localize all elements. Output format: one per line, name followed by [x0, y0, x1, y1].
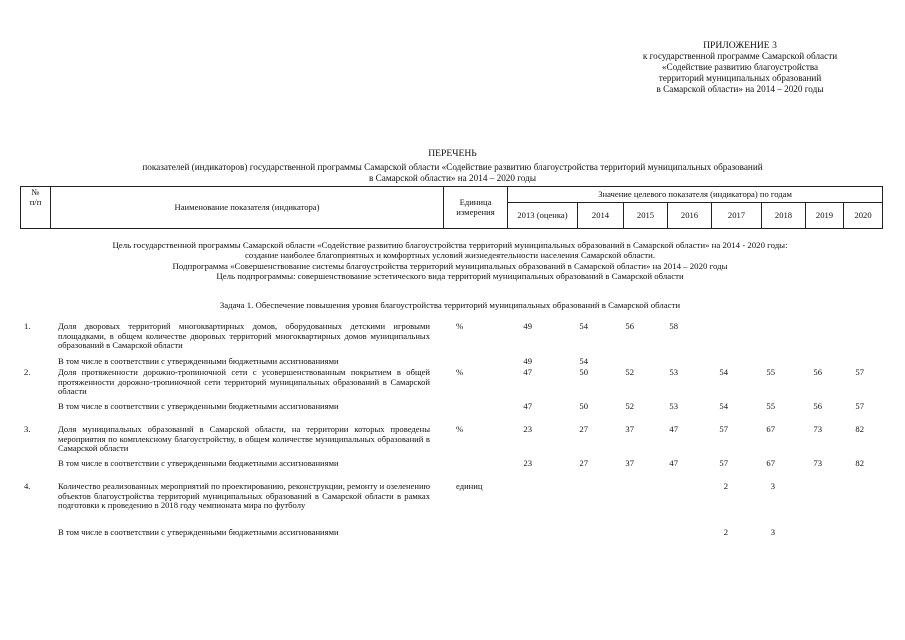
heading-line: показателей (индикаторов) государственной программы Самарской области «Содействие развитию благоустройства территорий муниципальных образований [142, 161, 763, 172]
indicator-unit: единиц [456, 481, 483, 491]
value-cell: 37 [625, 424, 634, 434]
value-cell: 56 [813, 401, 822, 411]
value-cell: 49 [523, 321, 532, 331]
value-cell: 82 [855, 424, 864, 434]
value-cell: 55 [766, 367, 775, 377]
task-heading: Задача 1. Обеспечение повышения уровня благоустройства территорий муниципальных образований в Самарской области [219, 300, 681, 310]
value-cell: 57 [855, 401, 864, 411]
goal-line: Цель государственной программы Самарской области «Содействие развитию благоустройства территорий муниципальных образований в Самарской области» на 2014 - 2020 годы: [112, 240, 788, 250]
appendix-block [610, 40, 870, 95]
header-num: № п/п [21, 187, 51, 229]
value-cell: 56 [813, 367, 822, 377]
value-cell: 54 [719, 401, 728, 411]
header-year: 2019 [806, 203, 844, 229]
row-number: 1. [24, 321, 31, 331]
value-cell: 67 [766, 458, 775, 468]
header-name: Наименование показателя (индикатора) [51, 187, 444, 229]
budget-subrow-label: В том числе в соответствии с утвержденными бюджетными ассигнованиями [58, 356, 339, 366]
header-year: 2020 [844, 203, 883, 229]
budget-subrow-label: В том числе в соответствии с утвержденными бюджетными ассигнованиями [58, 458, 339, 468]
value-cell: 27 [579, 424, 588, 434]
header-unit: Единица измерения [444, 187, 508, 229]
header-year: 2014 [578, 203, 624, 229]
value-cell: 82 [855, 458, 864, 468]
value-cell: 58 [669, 321, 678, 331]
appendix-line: к государственной программе Самарской области [642, 51, 838, 62]
value-cell: 52 [625, 367, 634, 377]
value-cell: 57 [855, 367, 864, 377]
appendix-line: в Самарской области» на 2014 – 2020 годы [656, 83, 824, 94]
indicator-name: Доля протяженности дорожно-тропиночной сети с усовершенствованным покрытием в общей протяженности дорожно-тропиночной сети территорий муниципальных образований в Самарской области [58, 367, 430, 397]
header-year: 2015 [624, 203, 668, 229]
value-cell: 52 [625, 401, 634, 411]
header-year: 2016 [668, 203, 712, 229]
row-number: 2. [24, 367, 31, 377]
value-cell: 3 [770, 481, 775, 491]
indicator-table-header [20, 186, 883, 229]
value-cell: 53 [669, 367, 678, 377]
value-cell: 56 [625, 321, 634, 331]
heading-line: в Самарской области» на 2014 – 2020 годы [369, 172, 536, 183]
indicator-name: Количество реализованных мероприятий по проектированию, реконструкции, ремонту и озеленению объектов благоустройства территорий муниципальных образований в Самарской области в рамках подготовки к проведению в 2018 году чемпионата мира по футболу [58, 481, 430, 511]
appendix-line: «Содействие развитию благоустройства [661, 62, 819, 73]
indicator-unit: % [456, 424, 464, 434]
value-cell: 3 [770, 527, 775, 537]
header-year: 2018 [762, 203, 806, 229]
value-cell: 54 [579, 321, 588, 331]
header-year: 2013 (оценка) [508, 203, 578, 229]
value-cell: 2 [723, 481, 728, 491]
header-year: 2017 [712, 203, 762, 229]
row-number: 4. [24, 481, 31, 491]
value-cell: 54 [719, 367, 728, 377]
value-cell: 47 [669, 458, 678, 468]
document-title: ПЕРЕЧЕНЬ [428, 148, 477, 159]
value-cell: 50 [579, 367, 588, 377]
value-cell: 23 [523, 458, 532, 468]
value-cell: 54 [579, 356, 588, 366]
header-values-group: Значение целевого показателя (индикатора) по годам [508, 187, 883, 203]
value-cell: 55 [766, 401, 775, 411]
row-number: 3. [24, 424, 31, 434]
indicator-unit: % [456, 321, 464, 331]
value-cell: 47 [523, 401, 532, 411]
document-heading [60, 148, 845, 184]
value-cell: 53 [669, 401, 678, 411]
value-cell: 73 [813, 458, 822, 468]
value-cell: 37 [625, 458, 634, 468]
value-cell: 2 [723, 527, 728, 537]
value-cell: 47 [523, 367, 532, 377]
program-goal [40, 240, 860, 282]
goal-line: Цель подпрограммы: совершенствование эстетического вида территорий муниципальных образований в Самарской области [216, 271, 684, 282]
goal-line: создание наиболее благоприятных и комфортных условий жизнедеятельности населения Самарской области. [244, 250, 656, 261]
appendix-title: ПРИЛОЖЕНИЕ 3 [703, 40, 777, 51]
budget-subrow-label: В том числе в соответствии с утвержденными бюджетными ассигнованиями [58, 527, 339, 537]
indicator-name: Доля дворовых территорий многоквартирных домов, оборудованных детскими игровыми площадками, в общем количестве дворовых территорий многоквартирных домов муниципальных образований в Самарской области [58, 321, 430, 351]
goal-line: Подпрограмма «Совершенствование системы благоустройства территорий муниципальных образований в Самарской области» на 2014 – 2020 годы [172, 260, 728, 271]
budget-subrow-label: В том числе в соответствии с утвержденными бюджетными ассигнованиями [58, 401, 339, 411]
indicator-unit: % [456, 367, 464, 377]
value-cell: 27 [579, 458, 588, 468]
value-cell: 67 [766, 424, 775, 434]
value-cell: 57 [719, 458, 728, 468]
value-cell: 73 [813, 424, 822, 434]
value-cell: 57 [719, 424, 728, 434]
value-cell: 47 [669, 424, 678, 434]
value-cell: 23 [523, 424, 532, 434]
value-cell: 49 [523, 356, 532, 366]
value-cell: 50 [579, 401, 588, 411]
appendix-line: территорий муниципальных образований [658, 73, 822, 84]
indicator-name: Доля муниципальных образований в Самарской области, на территории которых проведены мероприятия по комплексному благоустройству, в общем количестве муниципальных образований в Самарской области [58, 424, 430, 454]
